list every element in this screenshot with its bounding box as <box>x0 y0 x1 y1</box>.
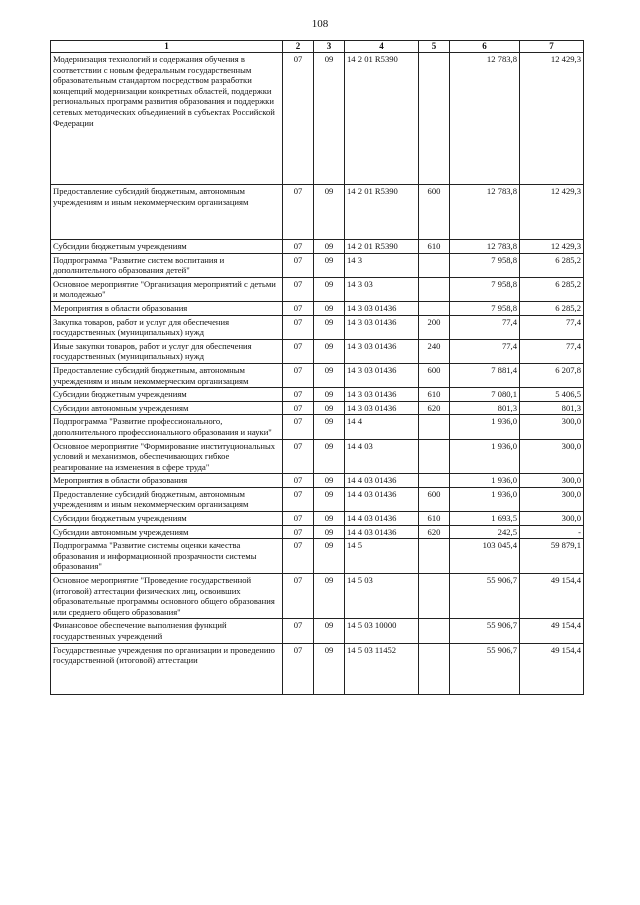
row-name-cell: Мероприятия в области образования <box>51 474 283 488</box>
amount-col7-cell: 6 285,2 <box>520 301 584 315</box>
section-code-cell: 07 <box>283 253 314 277</box>
amount-col6-cell: 77,4 <box>450 339 520 363</box>
table-row <box>51 363 584 387</box>
amount-col7-cell: 300,0 <box>520 474 584 488</box>
subsection-code-cell: 09 <box>314 253 345 277</box>
subsection-code-cell: 09 <box>314 185 345 240</box>
table-row <box>51 512 584 526</box>
table-row <box>51 185 584 240</box>
expense-type-cell: 620 <box>419 525 450 539</box>
row-name-cell: Субсидии автономным учреждениям <box>51 401 283 415</box>
table-row <box>51 415 584 439</box>
subsection-code-cell: 09 <box>314 415 345 439</box>
subsection-code-cell: 09 <box>314 401 345 415</box>
row-name-cell: Предоставление субсидий бюджетным, автономным учреждениям и иным некоммерческим организациям <box>51 487 283 511</box>
amount-col7-cell: 300,0 <box>520 415 584 439</box>
target-article-cell: 14 4 03 01436 <box>345 512 419 526</box>
section-code-cell: 07 <box>283 339 314 363</box>
table-row <box>51 525 584 539</box>
column-header: 6 <box>450 41 520 53</box>
expense-type-cell <box>419 539 450 574</box>
section-code-cell: 07 <box>283 315 314 339</box>
target-article-cell: 14 2 01 R5390 <box>345 240 419 254</box>
amount-col6-cell: 1 936,0 <box>450 487 520 511</box>
amount-col7-cell: 801,3 <box>520 401 584 415</box>
amount-col6-cell: 7 080,1 <box>450 388 520 402</box>
subsection-code-cell: 09 <box>314 301 345 315</box>
subsection-code-cell: 09 <box>314 339 345 363</box>
amount-col7-cell: 49 154,4 <box>520 619 584 643</box>
expense-type-cell: 600 <box>419 185 450 240</box>
page-number: 108 <box>311 18 329 30</box>
subsection-code-cell: 09 <box>314 574 345 619</box>
amount-col7-cell: 77,4 <box>520 315 584 339</box>
expense-type-cell <box>419 574 450 619</box>
amount-col6-cell: 12 783,8 <box>450 53 520 185</box>
header-row <box>51 41 584 53</box>
row-name-cell: Подпрограмма "Развитие профессионального, дополнительного профессионального образования и науки" <box>51 415 283 439</box>
row-name-cell: Основное мероприятие "Организация мероприятий с детьми и молодежью" <box>51 277 283 301</box>
budget-table <box>50 40 584 695</box>
section-code-cell: 07 <box>283 487 314 511</box>
table-row <box>51 315 584 339</box>
row-name-cell: Субсидии бюджетным учреждениям <box>51 240 283 254</box>
row-name-cell: Подпрограмма "Развитие систем воспитания и дополнительного образования детей" <box>51 253 283 277</box>
amount-col6-cell: 1 936,0 <box>450 474 520 488</box>
target-article-cell: 14 5 <box>345 539 419 574</box>
expense-type-cell <box>419 253 450 277</box>
target-article-cell: 14 5 03 10000 <box>345 619 419 643</box>
target-article-cell: 14 4 03 01436 <box>345 525 419 539</box>
row-name-cell: Предоставление субсидий бюджетным, автономным учреждениям и иным некоммерческим организациям <box>51 363 283 387</box>
target-article-cell: 14 4 <box>345 415 419 439</box>
table-row <box>51 277 584 301</box>
subsection-code-cell: 09 <box>314 619 345 643</box>
amount-col6-cell: 103 045,4 <box>450 539 520 574</box>
amount-col6-cell: 1 936,0 <box>450 415 520 439</box>
subsection-code-cell: 09 <box>314 53 345 185</box>
subsection-code-cell: 09 <box>314 315 345 339</box>
table-row <box>51 240 584 254</box>
table-row <box>51 539 584 574</box>
section-code-cell: 07 <box>283 185 314 240</box>
table-row <box>51 339 584 363</box>
expense-type-cell: 620 <box>419 401 450 415</box>
row-name-cell: Субсидии автономным учреждениям <box>51 525 283 539</box>
expense-type-cell <box>419 277 450 301</box>
section-code-cell: 07 <box>283 415 314 439</box>
subsection-code-cell: 09 <box>314 539 345 574</box>
expense-type-cell <box>419 439 450 474</box>
amount-col7-cell: 300,0 <box>520 487 584 511</box>
expense-type-cell: 600 <box>419 363 450 387</box>
expense-type-cell <box>419 415 450 439</box>
column-header: 4 <box>345 41 419 53</box>
target-article-cell: 14 3 03 01436 <box>345 339 419 363</box>
expense-type-cell: 200 <box>419 315 450 339</box>
target-article-cell: 14 3 03 01436 <box>345 315 419 339</box>
target-article-cell: 14 3 <box>345 253 419 277</box>
amount-col7-cell: 300,0 <box>520 512 584 526</box>
subsection-code-cell: 09 <box>314 512 345 526</box>
section-code-cell: 07 <box>283 525 314 539</box>
amount-col7-cell: 12 429,3 <box>520 240 584 254</box>
amount-col7-cell: - <box>520 525 584 539</box>
subsection-code-cell: 09 <box>314 525 345 539</box>
amount-col6-cell: 55 906,7 <box>450 574 520 619</box>
table-row <box>51 643 584 694</box>
table-row <box>51 301 584 315</box>
expense-type-cell: 610 <box>419 512 450 526</box>
target-article-cell: 14 3 03 <box>345 277 419 301</box>
expense-type-cell <box>419 619 450 643</box>
expense-type-cell <box>419 474 450 488</box>
amount-col7-cell: 6 285,2 <box>520 253 584 277</box>
section-code-cell: 07 <box>283 619 314 643</box>
row-name-cell: Мероприятия в области образования <box>51 301 283 315</box>
subsection-code-cell: 09 <box>314 388 345 402</box>
target-article-cell: 14 2 01 R5390 <box>345 53 419 185</box>
section-code-cell: 07 <box>283 401 314 415</box>
expense-type-cell: 240 <box>419 339 450 363</box>
section-code-cell: 07 <box>283 363 314 387</box>
column-header: 2 <box>283 41 314 53</box>
expense-type-cell <box>419 301 450 315</box>
section-code-cell: 07 <box>283 53 314 185</box>
subsection-code-cell: 09 <box>314 363 345 387</box>
amount-col7-cell: 49 154,4 <box>520 643 584 694</box>
section-code-cell: 07 <box>283 574 314 619</box>
section-code-cell: 07 <box>283 474 314 488</box>
target-article-cell: 14 5 03 <box>345 574 419 619</box>
amount-col6-cell: 242,5 <box>450 525 520 539</box>
target-article-cell: 14 3 03 01436 <box>345 363 419 387</box>
target-article-cell: 14 4 03 <box>345 439 419 474</box>
section-code-cell: 07 <box>283 512 314 526</box>
table-body <box>51 53 584 695</box>
amount-col6-cell: 7 958,8 <box>450 301 520 315</box>
expense-type-cell: 610 <box>419 388 450 402</box>
amount-col6-cell: 12 783,8 <box>450 185 520 240</box>
row-name-cell: Субсидии бюджетным учреждениям <box>51 512 283 526</box>
table-row <box>51 53 584 185</box>
section-code-cell: 07 <box>283 439 314 474</box>
table-row <box>51 253 584 277</box>
table-row <box>51 388 584 402</box>
expense-type-cell <box>419 643 450 694</box>
subsection-code-cell: 09 <box>314 643 345 694</box>
amount-col7-cell: 5 406,5 <box>520 388 584 402</box>
subsection-code-cell: 09 <box>314 474 345 488</box>
column-header: 5 <box>419 41 450 53</box>
amount-col6-cell: 12 783,8 <box>450 240 520 254</box>
section-code-cell: 07 <box>283 643 314 694</box>
subsection-code-cell: 09 <box>314 487 345 511</box>
amount-col6-cell: 7 958,8 <box>450 253 520 277</box>
table-row <box>51 487 584 511</box>
row-name-cell: Предоставление субсидий бюджетным, автономным учреждениям и иным некоммерческим организациям <box>51 185 283 240</box>
subsection-code-cell: 09 <box>314 277 345 301</box>
section-code-cell: 07 <box>283 388 314 402</box>
table-row <box>51 619 584 643</box>
target-article-cell: 14 3 03 01436 <box>345 388 419 402</box>
row-name-cell: Финансовое обеспечение выполнения функций государственных учреждений <box>51 619 283 643</box>
row-name-cell: Основное мероприятие "Проведение государственной (итоговой) аттестации физических лиц, освоивших образовательные программы основного общего образования или среднего общего образования" <box>51 574 283 619</box>
amount-col6-cell: 55 906,7 <box>450 643 520 694</box>
row-name-cell: Закупка товаров, работ и услуг для обеспечения государственных (муниципальных) нужд <box>51 315 283 339</box>
row-name-cell: Субсидии бюджетным учреждениям <box>51 388 283 402</box>
section-code-cell: 07 <box>283 301 314 315</box>
amount-col7-cell: 6 285,2 <box>520 277 584 301</box>
row-name-cell: Подпрограмма "Развитие системы оценки качества образования и информационной прозрачности системы образования" <box>51 539 283 574</box>
section-code-cell: 07 <box>283 277 314 301</box>
column-header: 3 <box>314 41 345 53</box>
target-article-cell: 14 4 03 01436 <box>345 487 419 511</box>
amount-col7-cell: 59 879,1 <box>520 539 584 574</box>
section-code-cell: 07 <box>283 539 314 574</box>
amount-col7-cell: 12 429,3 <box>520 185 584 240</box>
target-article-cell: 14 3 03 01436 <box>345 301 419 315</box>
expense-type-cell: 600 <box>419 487 450 511</box>
amount-col7-cell: 6 207,8 <box>520 363 584 387</box>
section-code-cell: 07 <box>283 240 314 254</box>
target-article-cell: 14 3 03 01436 <box>345 401 419 415</box>
row-name-cell: Основное мероприятие "Формирование институциональных условий и механизмов, обеспечивающих гибкое реагирование на изменения в сфере труда" <box>51 439 283 474</box>
amount-col6-cell: 55 906,7 <box>450 619 520 643</box>
amount-col6-cell: 7 958,8 <box>450 277 520 301</box>
table-row <box>51 439 584 474</box>
expense-type-cell: 610 <box>419 240 450 254</box>
amount-col6-cell: 1 936,0 <box>450 439 520 474</box>
target-article-cell: 14 5 03 11452 <box>345 643 419 694</box>
amount-col6-cell: 1 693,5 <box>450 512 520 526</box>
target-article-cell: 14 2 01 R5390 <box>345 185 419 240</box>
subsection-code-cell: 09 <box>314 240 345 254</box>
amount-col7-cell: 300,0 <box>520 439 584 474</box>
amount-col7-cell: 77,4 <box>520 339 584 363</box>
amount-col6-cell: 77,4 <box>450 315 520 339</box>
row-name-cell: Модернизация технологий и содержания обучения в соответствии с новым федеральным государственным образовательным стандартом посредством разработки концепций модернизации конкретных областей, поддержки региональных программ развития образования и поддержки сетевых методических объединений в субъектах Российской Федерации <box>51 53 283 185</box>
amount-col6-cell: 7 881,4 <box>450 363 520 387</box>
amount-col7-cell: 49 154,4 <box>520 574 584 619</box>
column-header: 1 <box>51 41 283 53</box>
row-name-cell: Иные закупки товаров, работ и услуг для обеспечения государственных (муниципальных) нужд <box>51 339 283 363</box>
amount-col6-cell: 801,3 <box>450 401 520 415</box>
amount-col7-cell: 12 429,3 <box>520 53 584 185</box>
target-article-cell: 14 4 03 01436 <box>345 474 419 488</box>
row-name-cell: Государственные учреждения по организации и проведению государственной (итоговой) аттестации <box>51 643 283 694</box>
table-row <box>51 474 584 488</box>
table-row <box>51 574 584 619</box>
subsection-code-cell: 09 <box>314 439 345 474</box>
expense-type-cell <box>419 53 450 185</box>
table-row <box>51 401 584 415</box>
column-header: 7 <box>520 41 584 53</box>
